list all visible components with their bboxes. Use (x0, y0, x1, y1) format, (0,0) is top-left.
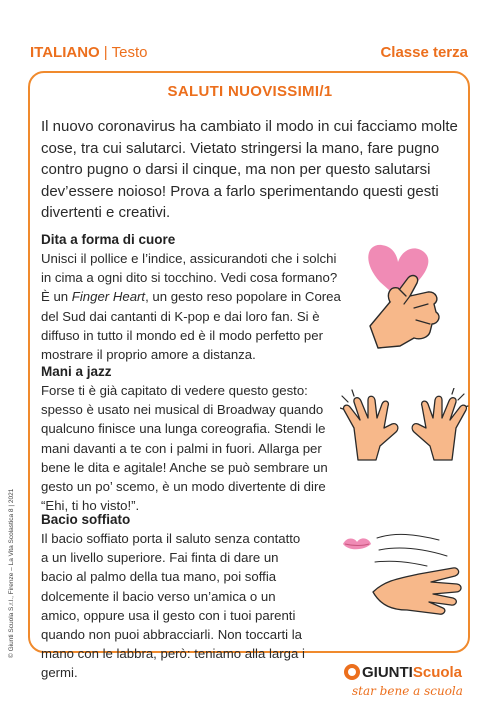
logo-mark-icon (344, 664, 360, 680)
logo-tagline: star bene a scuola (352, 684, 463, 698)
section-heading: Bacio soffiato (41, 512, 131, 527)
intro-paragraph: Il nuovo coronavirus ha cambiato il modo in cui facciamo molte cose, tra cui salutarci. Vietato stringersi la mano, fare pugno contro pugno o darsi il cinque, ma non per questo salutarsi dev’essere noioso! Prova a farlo sperimentando questi gesti divertenti e creativi. (41, 118, 458, 221)
grade-label: Classe terza (380, 44, 468, 61)
header-separator: | (103, 44, 108, 61)
section-text: Unisci il pollice e l’indice, assicurandoti che i solchi in cima a ogni dito si tocchino. Vedi cosa formano? È un Finger Heart, un gesto reso popolare in Corea del Sud dai cantanti di K-pop e dai loro fan. Si è diffuso in tutto il mondo ed è il modo perfetto per mostrare il proprio amore a distanza. (41, 251, 341, 363)
blown-kiss-illustration (335, 530, 465, 615)
copyright-credit: © Giunti Scuola S.r.l., Firenze – La Vita Scolastica 8 | 2021 (8, 488, 15, 658)
subject-label (30, 44, 147, 61)
logo-brand: GIUNTIScuola (362, 664, 463, 681)
section-heading: Mani a jazz (41, 364, 112, 379)
page-title: SALUTI NUOVISSIMI/1 (167, 83, 333, 100)
section-text: Forse ti è già capitato di vedere questo gesto: spesso è usato nei musical di Broadway quando qualcuno finisce una lunga coreografia. Stendi le mani davanti a te con i palmi in fuori. Allarga per bene le dita e agitale! Anche se può sembrare un gesto un po’ scemo, è un modo divertente di dire “Ehi, ti ho visto!”. (41, 383, 328, 514)
jazz-hands-illustration (340, 388, 470, 463)
section-text: Il bacio soffiato porta il saluto senza contatto a un livello superiore. Fai finta di dare un bacio al palmo della tua mano, poi soffia dolcemente il bacio verso un’amica o un amico, oppure usa il gesto con i tuoi parenti quando non puoi abbracciarli. Non toccarti la mano con le labbra, però: teniamo alla larga i germi. (41, 531, 305, 681)
page-header (30, 44, 470, 66)
section-blown-kiss (41, 510, 311, 683)
finger-heart-illustration (350, 240, 455, 350)
emphasis-text: Finger Heart (71, 289, 146, 305)
section-finger-heart (41, 230, 341, 364)
text-type-label: Testo (111, 44, 148, 61)
giunti-scuola-logo (344, 662, 464, 702)
subject-text: ITALIANO (30, 44, 100, 61)
section-jazz-hands (41, 362, 341, 515)
section-heading: Dita a forma di cuore (41, 232, 176, 247)
